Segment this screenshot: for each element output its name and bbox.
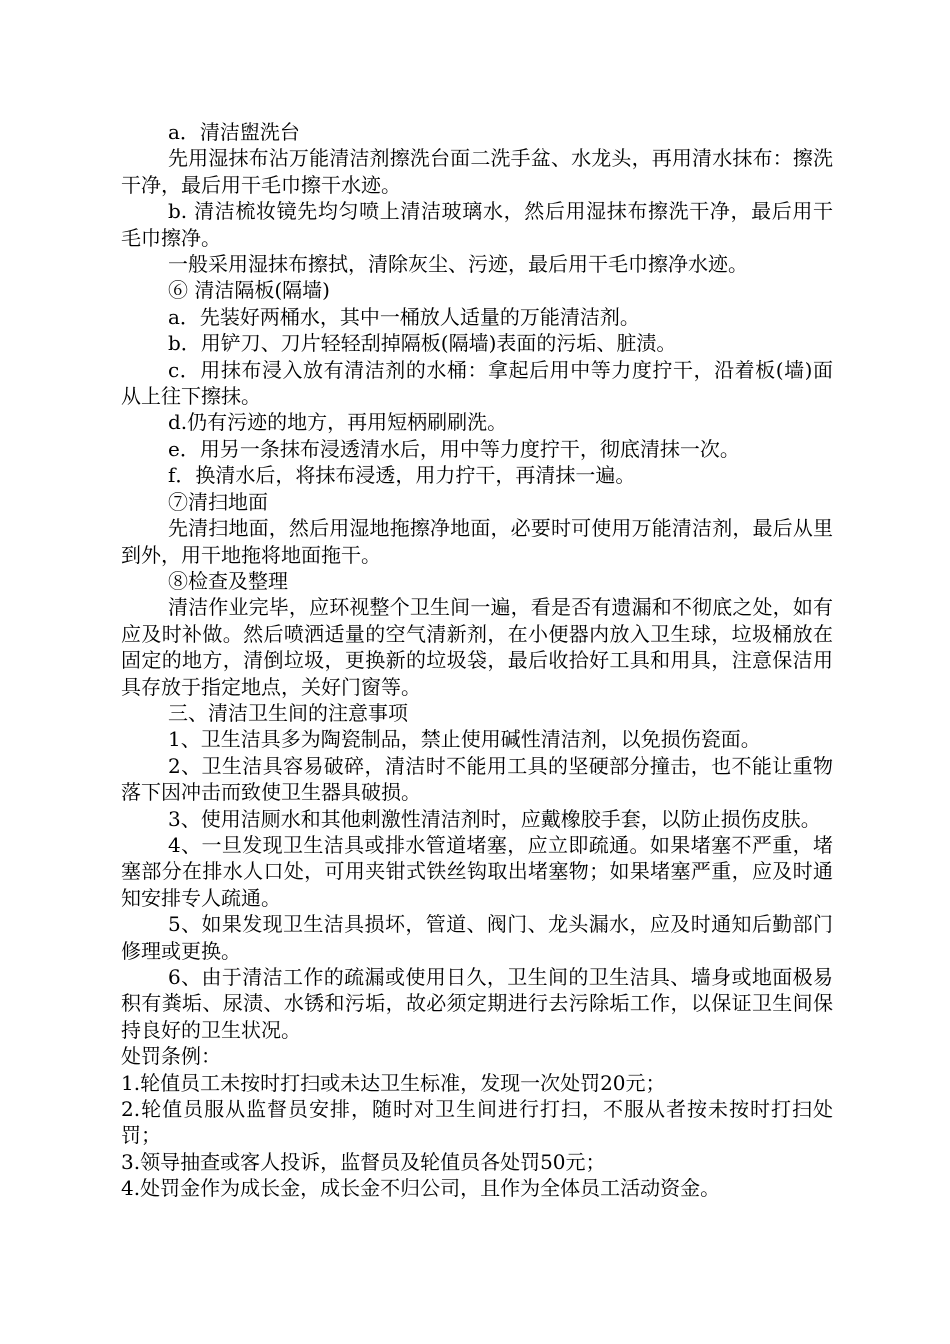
paragraph: 3、使用洁厕水和其他刺激性清洁剂时，应戴橡胶手套，以防止损伤皮肤。 bbox=[168, 806, 821, 831]
paragraph: 一般采用湿抹布擦拭，清除灰尘、污迹，最后用干毛巾擦净水迹。 bbox=[168, 252, 748, 277]
paragraph: 三、清洁卫生间的注意事项 bbox=[168, 700, 408, 725]
paragraph: a．先装好两桶水，其中一桶放人适量的万能清洁剂。 bbox=[168, 304, 640, 329]
paragraph: 5、如果发现卫生洁具损坏，管道、阀门、龙头漏水，应及时通知后勤部门修理或更换。 bbox=[121, 912, 833, 963]
paragraph: d.仍有污迹的地方，再用短柄刷刷洗。 bbox=[168, 410, 508, 435]
paragraph: 2、卫生洁具容易破碎，清洁时不能用工具的坚硬部分撞击，也不能让重物落下因冲击而致使卫生器具破损。 bbox=[121, 753, 833, 805]
paragraph: 1、卫生洁具多为陶瓷制品，禁止使用碱性清洁剂，以免损伤瓷面。 bbox=[168, 727, 761, 752]
paragraph: b. 清洁梳妆镜先均匀喷上清洁玻璃水，然后用湿抹布擦洗干净，最后用干毛巾擦净。 bbox=[121, 199, 833, 250]
paragraph: b．用铲刀、刀片轻轻刮掉隔板(隔墙)表面的污垢、脏渍。 bbox=[168, 331, 677, 356]
paragraph: 6、由于清洁工作的疏漏或使用日久，卫生间的卫生洁具、墙身或地面极易积有粪垢、尿渍、水锈和污垢，故必须定期进行去污除垢工作，以保证卫生间保持良好的卫生状况。 bbox=[121, 965, 833, 1042]
paragraph: ⑥ 清洁隔板(隔墙) bbox=[168, 278, 330, 303]
paragraph: ⑧检查及整理 bbox=[168, 568, 288, 593]
paragraph: 清洁作业完毕，应环视整个卫生间一遍，看是否有遗漏和不彻底之处，如有应及时补做。然后喷洒适量的空气清新剂，在小便器内放入卫生球，垃圾桶放在固定的地方，清倒垃圾，更换新的垃圾袋，最后收拾好工具和用具，注意保洁用具存放于指定地点，关好门窗等。 bbox=[121, 595, 833, 699]
paragraph: f．换清水后，将抹布浸透，用力拧干，再清抹一遍。 bbox=[168, 463, 636, 488]
paragraph: c．用抹布浸入放有清洁剂的水桶：拿起后用中等力度拧干，沿着板(墙)面从上往下擦抹。 bbox=[121, 357, 833, 409]
paragraph: 处罚条例： bbox=[121, 1044, 221, 1069]
paragraph: 先用湿抹布沾万能清洁剂擦洗台面二洗手盆、水龙头，再用清水抹布：擦洗干净，最后用干毛巾擦干水迹。 bbox=[121, 146, 833, 197]
paragraph: 4、一旦发现卫生洁具或排水管道堵塞，应立即疏通。如果堵塞不严重，堵塞部分在排水人口处，可用夹钳式铁丝钩取出堵塞物；如果堵塞严重，应及时通知安排专人疏通。 bbox=[121, 832, 833, 910]
document-body bbox=[121, 119, 833, 1202]
paragraph: 2.轮值员服从监督员安排，随时对卫生间进行打扫，不服从者按未按时打扫处罚； bbox=[121, 1097, 833, 1148]
paragraph: 4.处罚金作为成长金，成长金不归公司，且作为全体员工活动资金。 bbox=[121, 1176, 721, 1201]
paragraph: ⑦清扫地面 bbox=[168, 489, 268, 514]
paragraph: 1.轮值员工未按时打扫或未达卫生标准，发现一次处罚20元； bbox=[121, 1070, 666, 1095]
paragraph: e．用另一条抹布浸透清水后，用中等力度拧干，彻底清抹一次。 bbox=[168, 436, 740, 461]
paragraph: 3.领导抽查或客人投诉，监督员及轮值员各处罚50元； bbox=[121, 1149, 606, 1174]
paragraph: 先清扫地面，然后用湿地拖擦净地面，必要时可使用万能清洁剂，最后从里到外，用干地拖将地面拖干。 bbox=[121, 516, 833, 567]
paragraph: a．清洁盥洗台 bbox=[168, 120, 300, 144]
